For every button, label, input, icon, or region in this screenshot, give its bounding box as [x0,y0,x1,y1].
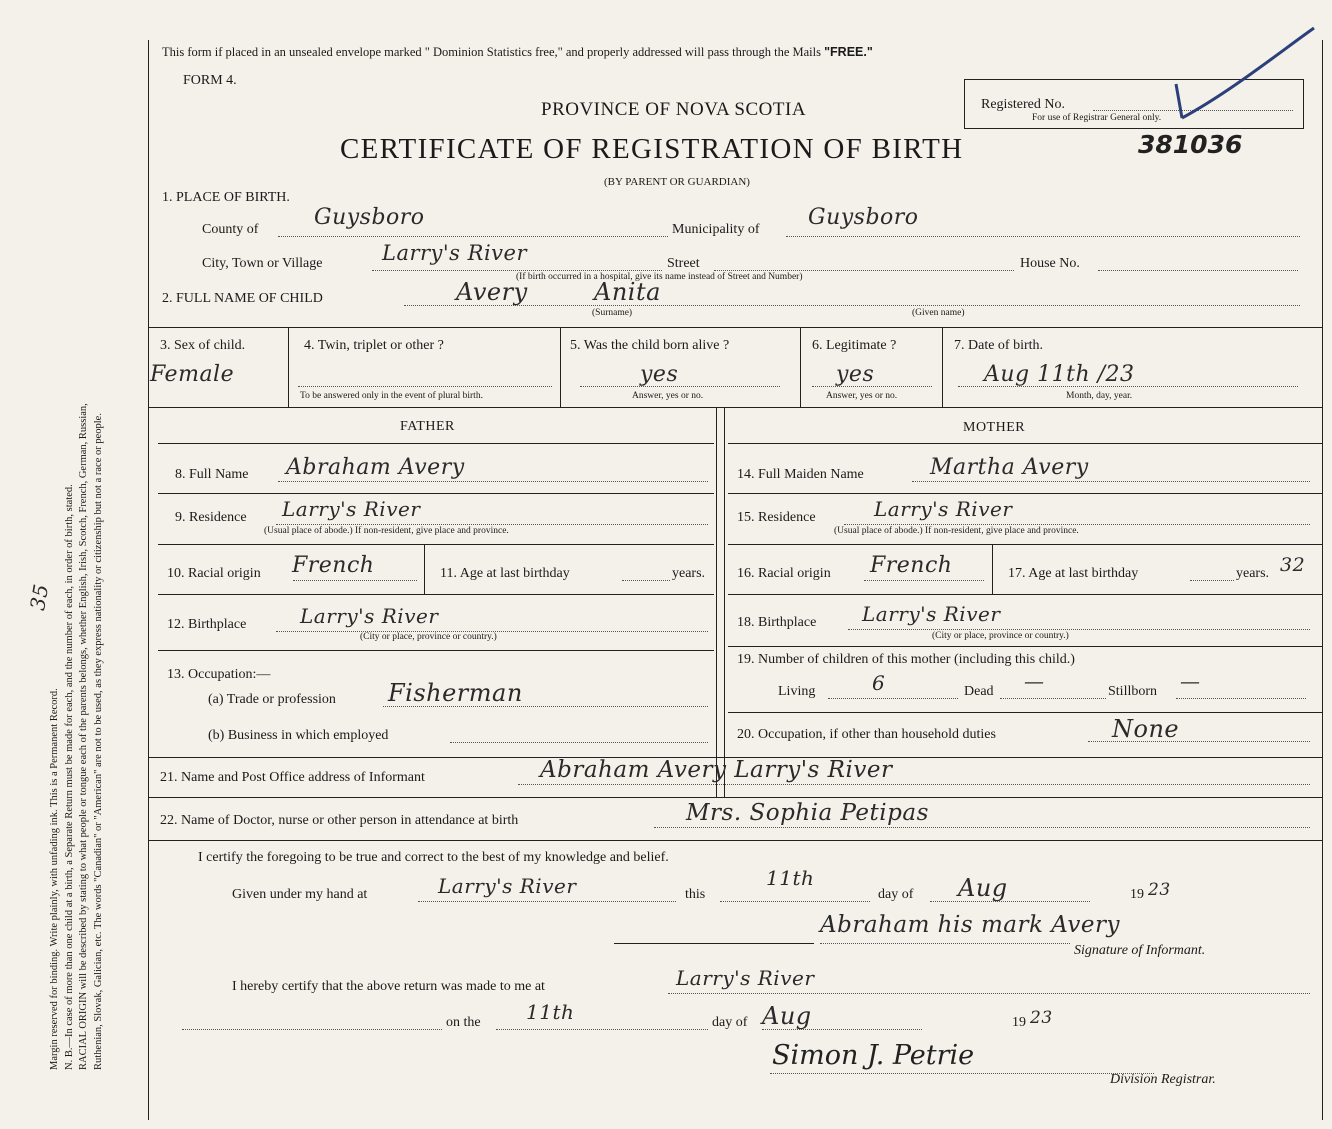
father-trade-value: Fisherman [388,679,523,707]
return-place: Larry's River [676,966,815,990]
sex-value: Female [150,362,235,387]
mother-birthplace-label: 18. Birthplace [737,615,817,630]
father-business-label: (b) Business in which employed [208,728,389,743]
attendant-value: Mrs. Sophia Petipas [686,800,929,826]
mother-birthplace-value: Larry's River [862,602,1001,626]
informant-label: 21. Name and Post Office address of Informant [160,770,425,785]
father-racial-label: 10. Racial origin [167,566,261,581]
page-title: CERTIFICATE OF REGISTRATION OF BIRTH [340,133,964,165]
postal-notice: This form if placed in an unsealed envelope marked " Dominion Statistics free," and properly addressed will pass through the Mails "FREE." [162,45,873,59]
return-month: Aug [762,1002,812,1030]
surname-caption: (Surname) [592,308,633,318]
attendant-label: 22. Name of Doctor, nurse or other person in attendance at birth [160,813,519,828]
side-note-line-2: N. B.—In case of more than one child at a birth, a Separate Return must be made for each, and the number of each, in order of birth, stated. [63,484,75,1070]
margin-mark: 35 [25,581,54,613]
twin-label: 4. Twin, triplet or other ? [304,338,444,353]
mother-living-label: Living [778,684,816,699]
mother-stillborn-value: — [1180,669,1201,693]
municipality-label: Municipality of [672,222,760,237]
father-birthplace-label: 12. Birthplace [167,617,247,632]
mother-dead-value: — [1024,669,1045,693]
given-name-caption: (Given name) [912,308,965,318]
alive-label: 5. Was the child born alive ? [570,338,730,353]
county-value: Guysboro [314,205,425,230]
mother-racial-value: French [870,553,953,578]
father-birthplace-note: (City or place, province or country.) [360,632,497,642]
given-day: 11th [766,866,815,890]
registered-note: For use of Registrar General only. [1032,113,1162,123]
legit-value: yes [836,362,875,387]
alive-note: Answer, yes or no. [632,391,704,401]
sex-label: 3. Sex of child. [160,338,246,353]
check-mark-icon [1170,22,1320,127]
father-heading: FATHER [400,419,455,434]
mother-occupation-label: 20. Occupation, if other than household duties [737,727,996,742]
return-year-prefix: 19 [1012,1015,1026,1030]
return-day: 11th [526,1000,575,1024]
father-birthplace-value: Larry's River [300,604,439,628]
page-subtitle: (BY PARENT OR GUARDIAN) [604,176,750,188]
day-of-label: day of [878,887,914,902]
side-note-line-1: Margin reserved for binding. Write plainly, with unfading ink. This is a Permanent Record. [49,688,60,1070]
mother-living-value: 6 [872,671,886,695]
mother-age-value: 32 [1280,554,1306,576]
dob-label: 7. Date of birth. [954,338,1044,353]
mother-residence-value: Larry's River [874,497,1013,521]
mother-children-label: 19. Number of children of this mother (including this child.) [737,652,1075,667]
father-residence-note: (Usual place of abode.) If non-resident, give place and province. [264,526,509,536]
father-age-unit: years. [672,566,706,581]
father-name-value: Abraham Avery [286,455,465,480]
certify-statement: I certify the foregoing to be true and correct to the best of my knowledge and belief. [198,850,669,865]
father-trade-label: (a) Trade or profession [208,692,336,707]
mother-dead-label: Dead [964,684,994,699]
child-name-label: 2. FULL NAME OF CHILD [162,291,323,306]
hospital-note: (If birth occurred in a hospital, give its name instead of Street and Number) [516,272,803,282]
mother-name-label: 14. Full Maiden Name [737,467,864,482]
mother-age-unit: years. [1236,566,1270,581]
informant-value: Abraham Avery Larry's River [540,757,893,783]
mother-residence-note: (Usual place of abode.) If non-resident, give place and province. [834,526,1079,536]
given-year-prefix: 19 [1130,887,1144,902]
father-name-label: 8. Full Name [175,467,249,482]
side-note-line-3: RACIAL ORIGIN will be described by stating to what people or tongue each of the parents belongs, whether English, Irish, Scotch, French, German, Russian, [78,403,90,1070]
mother-racial-label: 16. Racial origin [737,566,831,581]
on-the-label: on the [446,1015,481,1030]
county-label: County of [202,222,259,237]
municipality-value: Guysboro [808,205,919,230]
mother-birthplace-note: (City or place, province or country.) [932,631,1069,641]
this-label: this [685,887,706,902]
return-day-of-label: day of [712,1015,748,1030]
informant-signature: Abraham his mark Avery [820,912,1121,938]
given-month: Aug [958,874,1008,902]
child-given-name: Anita [594,278,661,306]
father-age-label: 11. Age at last birthday [440,566,570,581]
side-note-line-4: Ruthenian, Slovak, Galician, etc. The words "Canadian" or "American" are not to be used, as they express nationality or citizenship but not a race or people. [92,413,104,1070]
mother-age-label: 17. Age at last birthday [1008,566,1139,581]
father-residence-value: Larry's River [282,497,421,521]
mother-stillborn-label: Stillborn [1108,684,1158,699]
registered-label: Registered No. [981,97,1065,112]
alive-value: yes [640,362,679,387]
registered-number: 381036 [1138,130,1243,159]
side-notes [48,70,168,1070]
mother-residence-label: 15. Residence [737,510,816,525]
given-label: Given under my hand at [232,887,368,902]
registrar-signature: Simon J. Petrie [772,1040,975,1071]
legit-label: 6. Legitimate ? [812,338,897,353]
given-place: Larry's River [438,874,577,898]
city-value: Larry's River [382,241,527,265]
child-surname: Avery [456,278,528,306]
legit-note: Answer, yes or no. [826,391,898,401]
mother-occupation-value: None [1112,715,1180,743]
father-racial-value: French [292,553,375,578]
father-occupation-label: 13. Occupation:— [167,667,271,682]
twin-note: To be answered only in the event of plural birth. [300,391,483,401]
mother-heading: MOTHER [963,420,1026,435]
father-residence-label: 9. Residence [175,510,247,525]
return-statement: I hereby certify that the above return was made to me at [232,979,545,994]
house-label: House No. [1020,256,1080,271]
form-left-border [148,40,149,1120]
street-label: Street [667,256,700,271]
dob-note: Month, day, year. [1066,391,1133,401]
given-year: 23 [1148,880,1171,900]
place-of-birth-heading: 1. PLACE OF BIRTH. [162,190,290,205]
registrar-caption: Division Registrar. [1110,1072,1216,1087]
dob-value: Aug 11th /23 [984,362,1135,387]
mother-name-value: Martha Avery [930,455,1089,480]
form-number: FORM 4. [183,73,237,88]
province-title: PROVINCE OF NOVA SCOTIA [541,99,807,120]
informant-caption: Signature of Informant. [1074,943,1206,958]
city-label: City, Town or Village [202,256,323,271]
form-right-border [1322,40,1323,1120]
return-year: 23 [1030,1008,1053,1028]
